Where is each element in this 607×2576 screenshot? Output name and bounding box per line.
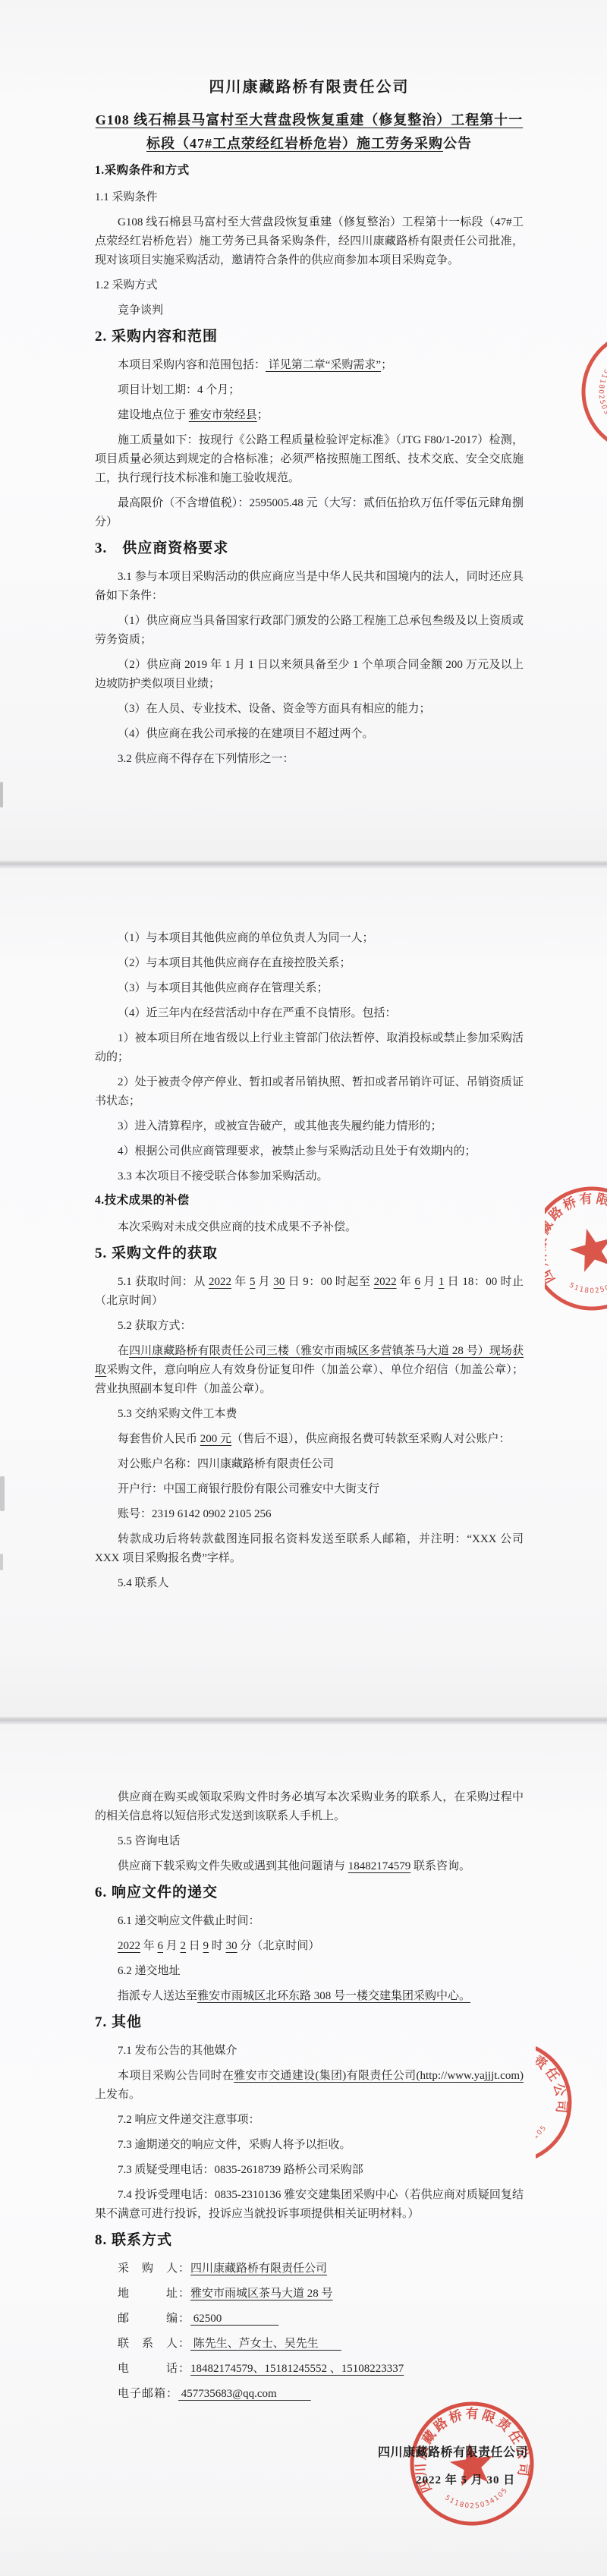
text-segment: 采购文件，意向响应人有效身份证复印件（加盖公章）、单位介绍信（加盖公章）； 营业执照副本复印件（加盖公章）。 — [95, 1364, 524, 1395]
text-segment: 9 — [203, 1940, 209, 1952]
paragraph — [95, 2161, 524, 2180]
text-segment: 每套售价人民币 — [118, 1433, 200, 1445]
text-segment: 7. 其他 — [95, 2014, 143, 2030]
text-segment: 5.3 交纳采购文件工本费 — [118, 1408, 237, 1420]
text-segment: 月 — [255, 1276, 274, 1288]
text-segment: 在 — [118, 1345, 130, 1357]
text-segment: 30 — [225, 1940, 237, 1952]
text-segment: 雅安市交通建设(集团)有限责任公司(http://www.yajjjt.com) — [234, 2070, 524, 2082]
page-3 — [0, 1724, 607, 2576]
section-heading — [95, 1882, 524, 1903]
paragraph — [95, 929, 524, 948]
scan-artifact — [0, 1476, 5, 1511]
paragraph — [95, 1029, 524, 1067]
text-segment: 日 — [186, 1940, 203, 1952]
text-segment: 62500 — [190, 2313, 279, 2325]
section-heading — [95, 2230, 524, 2250]
text-segment: 1 — [438, 1276, 445, 1288]
text-segment: 6.1 递交响应文件截止时间： — [118, 1915, 260, 1927]
text-segment: 2 — [180, 1940, 187, 1952]
paragraph — [95, 381, 524, 400]
text-segment: 3. 供应商资格要求 — [95, 540, 229, 556]
paragraph — [95, 2260, 524, 2278]
paragraph — [95, 1317, 524, 1336]
text-segment: 6 — [157, 1940, 164, 1952]
text-segment: 雅安市雨城区茶马大道 28 号 — [190, 2288, 333, 2300]
text-segment: 2022 — [118, 1940, 140, 1952]
paragraph — [95, 1117, 524, 1136]
company-seal-stamp — [399, 2391, 545, 2537]
paragraph — [95, 1167, 524, 1186]
text-segment: （售后不退），供应商报名费可转款至采购人对公账户： — [231, 1433, 511, 1445]
paragraph — [95, 2335, 524, 2354]
text-segment: 转款成功后将转款截图连同报名资料发送至联系人邮箱，并注明：“XXX 公司 XXX 项目采购报名费”字样。 — [95, 1533, 524, 1564]
text-segment: ； — [381, 359, 393, 371]
text-segment: 5.1 获取时间：从 — [118, 1276, 209, 1288]
paragraph — [95, 750, 524, 769]
text-segment: （4）近三年内在经营活动中存在严重不良情形。包括： — [118, 1007, 397, 1019]
paragraph — [95, 1505, 524, 1524]
text-segment: 最高限价（不含增值税）：2595005.48 元（大写：贰佰伍拾玖万伍仟零伍元肆角捌分） — [95, 497, 524, 528]
paragraph — [95, 1405, 524, 1424]
text-segment: ； — [256, 409, 269, 421]
text-segment: 4.技术成果的补偿 — [95, 1194, 190, 1207]
paragraph — [95, 568, 524, 606]
text-segment: 2022 — [209, 1276, 232, 1288]
page-3-content — [0, 1724, 607, 2404]
paragraph — [95, 2042, 524, 2061]
scan-artifact — [0, 1554, 3, 1570]
paragraph — [95, 1480, 524, 1499]
paragraph — [95, 1574, 524, 1593]
paragraph — [95, 979, 524, 998]
text-segment: 3.2 供应商不得存在下列情形之一： — [118, 753, 294, 765]
text-segment: 四川康藏路桥有限责任公司 — [209, 79, 410, 96]
signature-company: 四川康藏路桥有限责任公司 — [378, 2446, 529, 2459]
section-heading — [95, 162, 524, 179]
text-segment: 2）处于被责令停产停业、暂扣或者吊销执照、暂扣或者吊销许可证、吊销资质证书状态； — [95, 1076, 524, 1107]
text-segment: 本项目采购内容和范围包括： — [118, 359, 266, 371]
text-segment: 7.3 逾期递交的响应文件，采购人将予以拒收。 — [118, 2139, 351, 2151]
paragraph — [95, 406, 524, 425]
paragraph — [95, 612, 524, 650]
text-segment: 7.1 发布公告的其他媒介 — [118, 2045, 237, 2057]
text-segment: （1）供应商应当具备国家行政部门颁发的公路工程施工总承包叁级及以上资质或劳务资质； — [95, 615, 524, 646]
paragraph — [95, 301, 524, 320]
text-segment: 2. 采购内容和范围 — [95, 329, 219, 345]
text-segment: 联 系 人： — [118, 2338, 191, 2350]
document-subtitle — [95, 109, 524, 156]
page-2 — [0, 868, 607, 1717]
paragraph — [95, 1004, 524, 1023]
paragraph — [95, 356, 524, 375]
paging-seal-icon — [536, 2038, 584, 2168]
text-segment: （4）供应商在我公司承接的在建项目不超过两个。 — [118, 728, 374, 740]
paragraph — [95, 1342, 524, 1399]
paging-seal-icon — [578, 327, 607, 458]
text-segment: 1.2 采购方式 — [95, 279, 158, 291]
text-segment: （2）与本项目其他供应商存在直接控股关系； — [118, 957, 351, 969]
text-segment: 5.2 获取方式： — [118, 1320, 192, 1332]
paragraph — [95, 1912, 524, 1931]
text-segment: 8. 联系方式 — [95, 2232, 173, 2248]
paragraph — [95, 1962, 524, 1981]
paragraph — [95, 1073, 524, 1111]
section-heading — [95, 2012, 524, 2033]
paragraph — [95, 1937, 524, 1956]
text-segment: 建设地点位于 — [118, 409, 189, 421]
paragraph — [95, 954, 524, 973]
paragraph — [95, 213, 524, 270]
text-segment: 5 — [249, 1276, 256, 1288]
text-segment: 1.1 采购条件 — [95, 191, 158, 203]
text-segment: 竞争谈判 — [118, 304, 164, 316]
text-segment: 18482174579、15181245552 、15108223337 — [190, 2363, 404, 2375]
paragraph — [95, 2310, 524, 2329]
paging-seal-stamp — [536, 2038, 607, 2168]
paragraph — [95, 1987, 524, 2006]
text-segment: 雅安市荥经县 — [188, 409, 257, 421]
text-segment: 年 — [396, 1276, 415, 1288]
text-segment: 月 — [163, 1940, 181, 1952]
text-segment: 6 — [414, 1276, 420, 1288]
paragraph — [95, 2285, 524, 2304]
paragraph — [95, 656, 524, 694]
paragraph — [95, 2067, 524, 2105]
paragraph — [95, 1273, 524, 1311]
text-segment: 200 元 — [200, 1433, 232, 1445]
text-segment: 1）被本项目所在地省级以上行业主管部门依法暂停、取消投标或禁止参加采购活动的； — [95, 1032, 524, 1063]
text-segment: 年 — [231, 1276, 250, 1288]
paragraph — [95, 2186, 524, 2224]
text-segment: 457735683@qq.com — [178, 2388, 311, 2400]
subsection-label — [95, 188, 524, 207]
paragraph — [95, 431, 524, 488]
text-segment: 7.3 质疑受理电话：0835-2618739 路桥公司采购部 — [118, 2164, 363, 2176]
text-segment: 陈先生、芦女士、吴先生 — [190, 2338, 341, 2350]
text-segment: 3.1 参与本项目采购活动的供应商应当是中华人民共和国境内的法人，同时还应具备如下条件： — [95, 571, 524, 602]
paragraph — [95, 1857, 524, 1876]
text-segment: 供应商下载采购文件失败或遇到其他问题请与 — [118, 1860, 348, 1872]
text-segment: 雅安市雨城区北环东路 308 号一楼交建集团采购中心。 — [197, 1990, 471, 2002]
section-heading — [95, 1243, 524, 1264]
text-segment: 2022 — [373, 1276, 397, 1288]
text-segment: （3）在人员、专业技术、设备、资金等方面具有相应的能力； — [118, 703, 431, 715]
text-segment: 6. 响应文件的递交 — [95, 1885, 219, 1901]
document-title — [95, 76, 524, 99]
text-segment: 四川康藏路桥有限责任公司 — [190, 2263, 328, 2275]
text-segment: 指派专人送达至 — [118, 1990, 198, 2002]
text-segment: 年 — [140, 1940, 158, 1952]
paragraph — [95, 1530, 524, 1568]
paging-seal-stamp — [545, 1184, 607, 1315]
text-segment: 账号：2319 6142 0902 2105 256 — [118, 1508, 272, 1520]
paragraph — [95, 1430, 524, 1449]
page-1 — [0, 0, 607, 861]
text-segment: G108 线石棉县马富村至大营盘段恢复重建（修复整治）工程第十一标段（47#工点荥经红岩桥危岩）施工劳务采购 — [95, 112, 524, 151]
text-segment: 18482174579 — [348, 1860, 411, 1872]
text-segment: G108 线石棉县马富村至大营盘段恢复重建（修复整治）工程第十一标段（47#工点荥经红岩桥危岩）施工劳务已具备采购条件，经四川康藏路桥有限责任公司批准，现对该项目实施采购活动，邀请符合条件的供应商参加本项目采购竞争。 — [95, 216, 524, 266]
page-2-content — [0, 868, 607, 1593]
paging-seal-stamp — [578, 327, 607, 458]
subsection-label — [95, 276, 524, 295]
paragraph — [95, 494, 524, 532]
text-segment: 详见第二章“采购需求” — [266, 359, 382, 371]
text-segment: 开户行：中国工商银行股份有限公司雅安中大街支行 — [118, 1483, 380, 1495]
paragraph — [95, 1142, 524, 1161]
text-segment: 30 — [273, 1276, 285, 1288]
paragraph — [95, 1788, 524, 1826]
section-heading — [95, 1192, 524, 1209]
page-gap — [0, 861, 607, 868]
text-segment: 时 — [209, 1940, 226, 1952]
paging-seal-icon — [545, 1184, 607, 1315]
paragraph — [95, 1218, 524, 1237]
text-segment: 分（北京时间） — [237, 1940, 320, 1952]
text-segment: 邮 编： — [118, 2313, 191, 2325]
text-segment: 四川康藏路桥有限责任公司三楼（雅安市雨城区多营镇茶马大道 28 号）现场获取 — [95, 1345, 524, 1376]
text-segment: 5. 采购文件的获取 — [95, 1245, 219, 1261]
text-segment: 公告 — [443, 136, 472, 151]
text-segment: （2）供应商 2019 年 1 月 1 日以来须具备至少 1 个单项合同金额 200 万元及以上边坡防护类似项目业绩； — [95, 659, 524, 690]
text-segment: 上发布。 — [95, 2089, 141, 2101]
text-segment: 地 址： — [118, 2288, 191, 2300]
page-gap — [0, 1717, 607, 1724]
text-segment: 本次采购对未成交供应商的技术成果不予补偿。 — [118, 1221, 357, 1233]
text-segment: 对公账户名称：四川康藏路桥有限责任公司 — [118, 1458, 335, 1470]
text-segment: 7.4 投诉受理电话：0835-2310136 雅安交建集团采购中心（若供应商对质疑回复结果不满意可进行投诉，投诉应当就投诉事项提供相关证明材料。） — [95, 2189, 524, 2220]
text-segment: 4）根据公司供应商管理要求，被禁止参与采购活动且处于有效期内的； — [118, 1145, 476, 1157]
text-segment: 7.2 响应文件递交注意事项： — [118, 2114, 260, 2126]
section-heading — [95, 326, 524, 347]
text-segment: 施工质量如下：按现行《公路工程质量检验评定标准》（JTG F80/1-2017）检测，项目质量必须达到规定的合格标准；必须严格按照施工图纸、技术交底、安全交底施工，执行现行技术标准和施工验收规范。 — [95, 434, 524, 484]
text-segment: 月 — [420, 1276, 439, 1288]
text-segment: （1）与本项目其他供应商的单位负责人为同一人； — [118, 932, 374, 944]
paragraph — [95, 2136, 524, 2155]
paragraph — [95, 1832, 524, 1851]
text-segment: 1.采购条件和方式 — [95, 164, 190, 177]
text-segment: 3）进入清算程序，或被宣告破产，或其他丧失履约能力情形的； — [118, 1120, 442, 1132]
scan-artifact — [0, 782, 3, 808]
text-segment: 日 9：00 时起至 — [285, 1276, 374, 1288]
section-heading — [95, 538, 524, 559]
page-1-content — [0, 0, 607, 769]
paragraph — [95, 725, 524, 744]
text-segment: 联系咨询。 — [410, 1860, 471, 1872]
text-segment: 6.2 递交地址 — [118, 1965, 181, 1977]
text-segment: 采 购 人： — [118, 2263, 191, 2275]
paragraph — [95, 700, 524, 719]
text-segment: 5.5 咨询电话 — [118, 1835, 181, 1847]
paragraph — [95, 1455, 524, 1474]
text-segment: 电 话： — [118, 2363, 191, 2375]
text-segment: 3.3 本次项目不接受联合体参加采购活动。 — [118, 1170, 329, 1183]
text-segment: 本项目采购公告同时在 — [118, 2070, 234, 2082]
signature-date: 2022 年 5 月 30 日 — [416, 2474, 516, 2486]
paragraph — [95, 2111, 524, 2130]
text-segment: 项目计划工期：4 个月； — [118, 384, 241, 396]
text-segment: 日 18：00 时止（北京时间） — [95, 1276, 524, 1307]
text-segment: 5.4 联系人 — [118, 1577, 169, 1589]
text-segment: （3）与本项目其他供应商存在管理关系； — [118, 982, 329, 994]
text-segment: 电子邮箱： — [118, 2388, 179, 2400]
text-segment: 供应商在购买或领取采购文件时务必填写本次采购业务的联系人，在采购过程中的相关信息将以短信形式发送到该联系人手机上。 — [95, 1791, 524, 1822]
paragraph — [95, 2360, 524, 2379]
